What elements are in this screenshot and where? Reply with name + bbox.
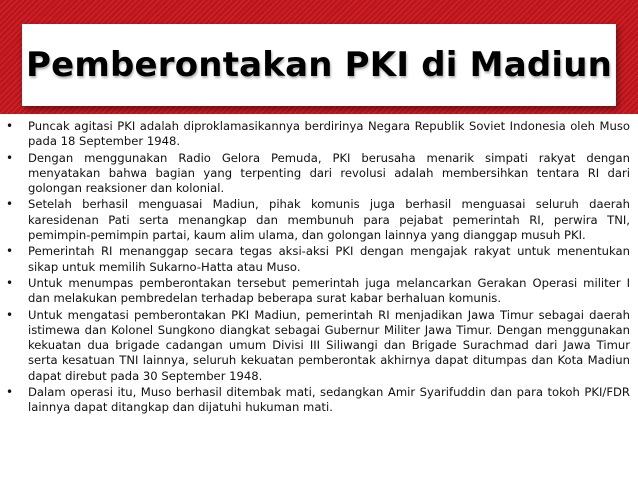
bullet-item <box>6 308 630 384</box>
bullet-icon: • <box>6 307 14 322</box>
bullet-text: Dalam operasi itu, Muso berhasil ditembak mati, sedangkan Amir Syarifuddin dan para tokoh PKI/FDR lainnya dapat ditangkap dan dijatuhi hukuman mati. <box>28 385 630 415</box>
bullet-list <box>6 119 630 417</box>
bullet-text: Dengan menggunakan Radio Gelora Pemuda, PKI berusaha menarik simpati rakyat dengan menyatakan bahwa bagian yang terpenting dari revolusi adalah membersihkan tentara RI dari golongan reaksioner dan kolonial. <box>28 150 630 196</box>
bullet-text: Untuk menumpas pemberontakan tersebut pemerintah juga melancarkan Gerakan Operasi militer I dan melakukan pembredelan terhadap beberapa surat kabar berhaluan komunis. <box>28 275 630 306</box>
slide-title: Pemberontakan PKI di Madiun <box>25 45 613 85</box>
bullet-item <box>6 197 630 243</box>
bullet-item <box>6 244 630 275</box>
bullet-icon: • <box>6 119 14 133</box>
bullet-icon: • <box>6 150 14 165</box>
bullet-icon: • <box>6 385 14 400</box>
bullet-text: Puncak agitasi PKI adalah diproklamasikannya berdirinya Negara Republik Soviet Indonesia oleh Muso pada 18 September 1948. <box>28 119 630 149</box>
title-banner <box>0 0 638 114</box>
bullet-text: Untuk mengatasi pemberontakan PKI Madiun, pemerintah RI menjadikan Jawa Timur sebagai daerah istimewa dan Kolonel Sungkono diangkat sebagai Gubernur Militer Jawa Timur. Dengan menggunakan kekuatan dua brigade cadangan umum Divisi III Siliwangi dan Brigade Surachmad dari Jawa Timur serta kesatuan TNI lainnya, seluruh kekuatan pemberontak akhirnya dapat ditumpas dan Kota Madiun dapat direbut pada 30 September 1948. <box>28 307 630 383</box>
bullet-icon: • <box>6 197 14 212</box>
bullet-item <box>6 151 630 197</box>
bullet-item <box>6 276 630 307</box>
bullet-text: Pemerintah RI menanggap secara tegas aksi-aksi PKI dengan mengajak rakyat untuk menentukan sikap untuk memilih Sukarno-Hatta atau Muso. <box>28 244 630 274</box>
title-box <box>22 24 616 106</box>
bullet-item <box>6 385 630 416</box>
bullet-icon: • <box>6 275 14 290</box>
bullet-icon: • <box>6 244 14 259</box>
bullet-item <box>6 119 630 150</box>
bullet-text: Setelah berhasil menguasai Madiun, pihak komunis juga berhasil menguasai seluruh daerah karesidenan Pati serta menangkap dan membunuh para pejabat pemerintah RI, perwira TNI, pemimpin-pemimpin partai, kaum alim ulama, dan golongan lainnya yang dianggap musuh PKI. <box>28 197 630 243</box>
